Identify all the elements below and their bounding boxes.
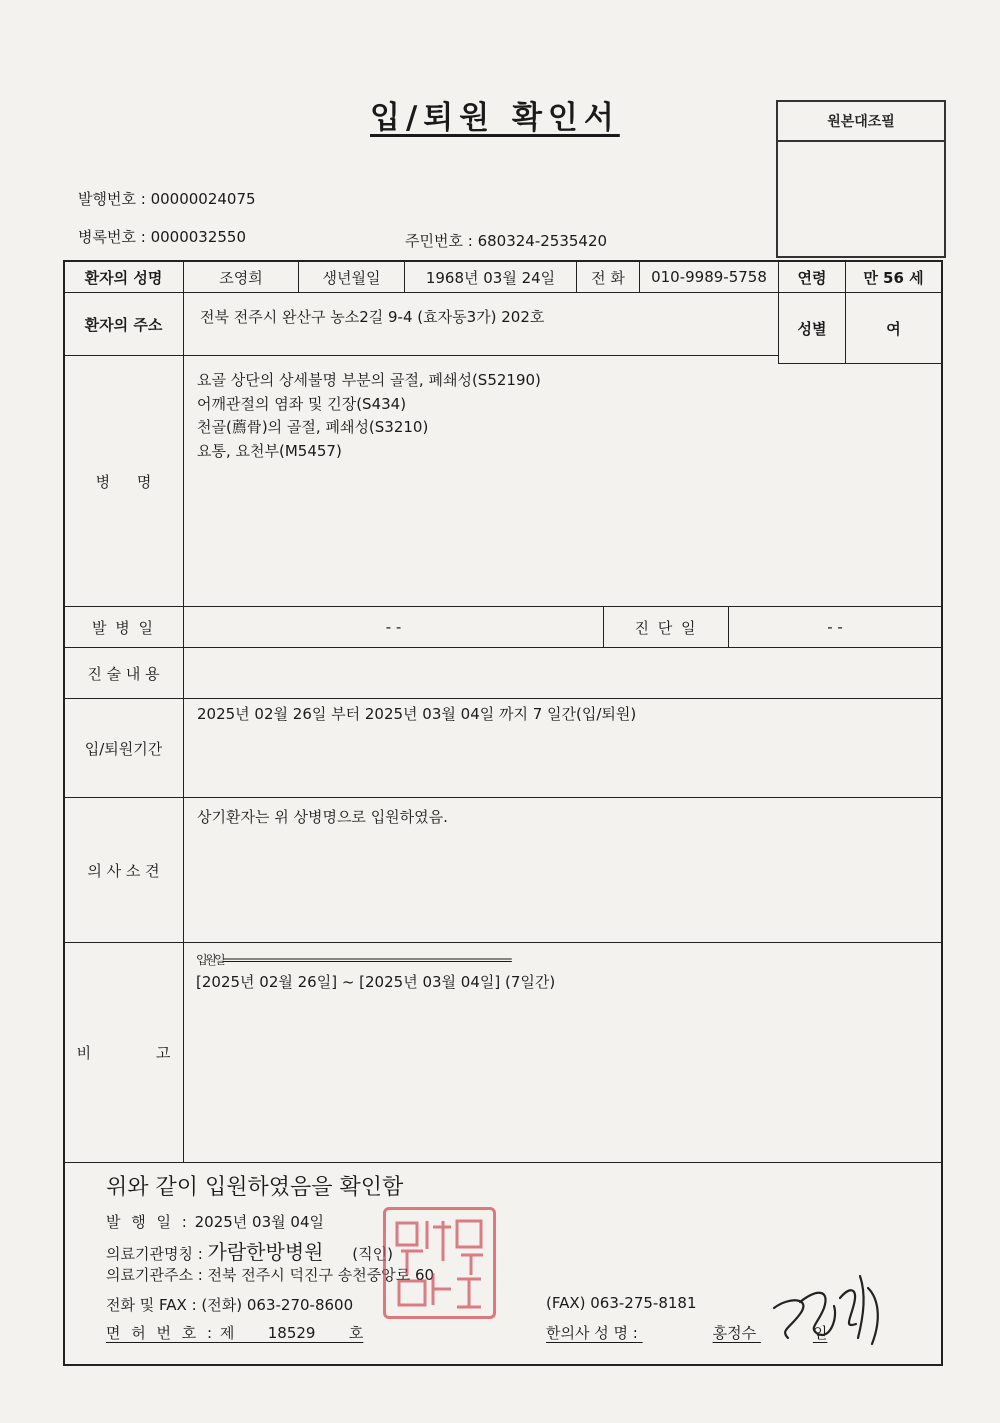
patient-phone: 010-9989-5758 <box>651 268 767 286</box>
license-number: 제 18529 호 <box>219 1324 364 1342</box>
original-verification-label: 원본대조필 <box>778 102 944 142</box>
age-label: 연령 <box>797 268 827 287</box>
issue-number-label: 발행번호 : <box>78 190 146 208</box>
license-row <box>106 1322 363 1343</box>
period-label: 입/퇴원기간 <box>84 739 163 758</box>
statement-label: 진 술 내 용 <box>87 664 160 683</box>
sex-label: 성별 <box>797 319 827 338</box>
record-number-label: 병록번호 : <box>78 228 146 246</box>
diagnosis-label: 병 명 <box>95 472 152 491</box>
patient-name-label: 환자의 성명 <box>84 268 163 287</box>
resident-number-value: 680324-2535420 <box>477 232 608 250</box>
doctor-label: 한의사 성 명 : <box>546 1324 638 1342</box>
hospital-label: 의료기관명칭 : <box>106 1245 203 1263</box>
confirm-statement: 위와 같이 입원하였음을 확인함 <box>106 1175 404 1200</box>
diagnosis-item: 천골(薦骨)의 골절, 폐쇄성(S3210) <box>197 418 429 436</box>
seal-label: (직인) <box>352 1245 393 1263</box>
diagnosis-list <box>197 369 541 463</box>
license-label: 면 허 번 호 : <box>106 1324 216 1342</box>
phone-label: 전 화 <box>591 268 625 287</box>
hospital-row <box>106 1236 393 1265</box>
address-label: 환자의 주소 <box>84 315 163 334</box>
hospital-fax: (FAX) 063-275-8181 <box>546 1294 697 1312</box>
phone-fax-row <box>106 1294 353 1315</box>
opinion-label: 의 사 소 견 <box>87 861 160 880</box>
diagnosis-item: 어깨관절의 염좌 및 긴장(S434) <box>197 394 407 413</box>
issue-number-value: 00000024075 <box>150 190 256 208</box>
patient-sex: 여 <box>886 319 901 338</box>
doctor-signature-icon <box>760 1268 900 1350</box>
remarks-line-2: [2025년 02월 26일] ~ [2025년 03월 04일] (7일간) <box>196 973 556 991</box>
resident-number-label: 주민번호 : <box>405 232 473 250</box>
issue-date: 2025년 03월 04일 <box>194 1213 324 1231</box>
admission-period: 2025년 02월 26일 부터 2025년 03월 04일 까지 7 일간(입/퇴원) <box>197 705 637 723</box>
diag-date: - - <box>827 618 843 636</box>
birth-label: 생년월일 <box>322 268 381 287</box>
onset-date: - - <box>385 618 402 636</box>
doctor-suffix: 인 <box>812 1324 828 1342</box>
remarks-line-1: 입원일============================================================== <box>196 953 510 967</box>
doctor-opinion: 상기환자는 위 상병명으로 입원하였음. <box>197 808 448 826</box>
patient-name: 조영희 <box>219 268 263 287</box>
birth-date: 1968년 03월 24일 <box>425 268 556 287</box>
document-title: 입/퇴원 확인서 <box>370 100 620 136</box>
diagnosis-item: 요통, 요천부(M5457) <box>197 441 342 460</box>
phone-fax-label: 전화 및 FAX : <box>106 1296 197 1314</box>
hospital-address-label: 의료기관주소 : <box>106 1266 203 1284</box>
diagnosis-item: 요골 상단의 상세불명 부분의 골절, 폐쇄성(S52190) <box>197 371 541 389</box>
issue-date-label: 발 행 일 : <box>106 1213 190 1231</box>
onset-label: 발 병 일 <box>91 618 155 637</box>
hospital-seal-stamp <box>383 1207 496 1319</box>
issue-date-row <box>106 1211 324 1232</box>
hospital-address: 전북 전주시 덕진구 송천중앙로 60 <box>207 1266 435 1284</box>
hospital-phone: (전화) 063-270-8600 <box>201 1296 354 1314</box>
diag-date-label: 진 단 일 <box>634 618 698 637</box>
remarks-label: 비 고 <box>76 1044 171 1062</box>
record-number-value: 0000032550 <box>150 228 247 246</box>
doctor-name: 홍정수 <box>712 1324 757 1342</box>
seal-pattern-icon <box>387 1211 492 1315</box>
patient-age: 만 56 세 <box>863 268 924 287</box>
patient-address: 전북 전주시 완산구 농소2길 9-4 (효자동3가) 202호 <box>200 308 545 326</box>
hospital-name: 가람한방병원 <box>207 1240 324 1264</box>
